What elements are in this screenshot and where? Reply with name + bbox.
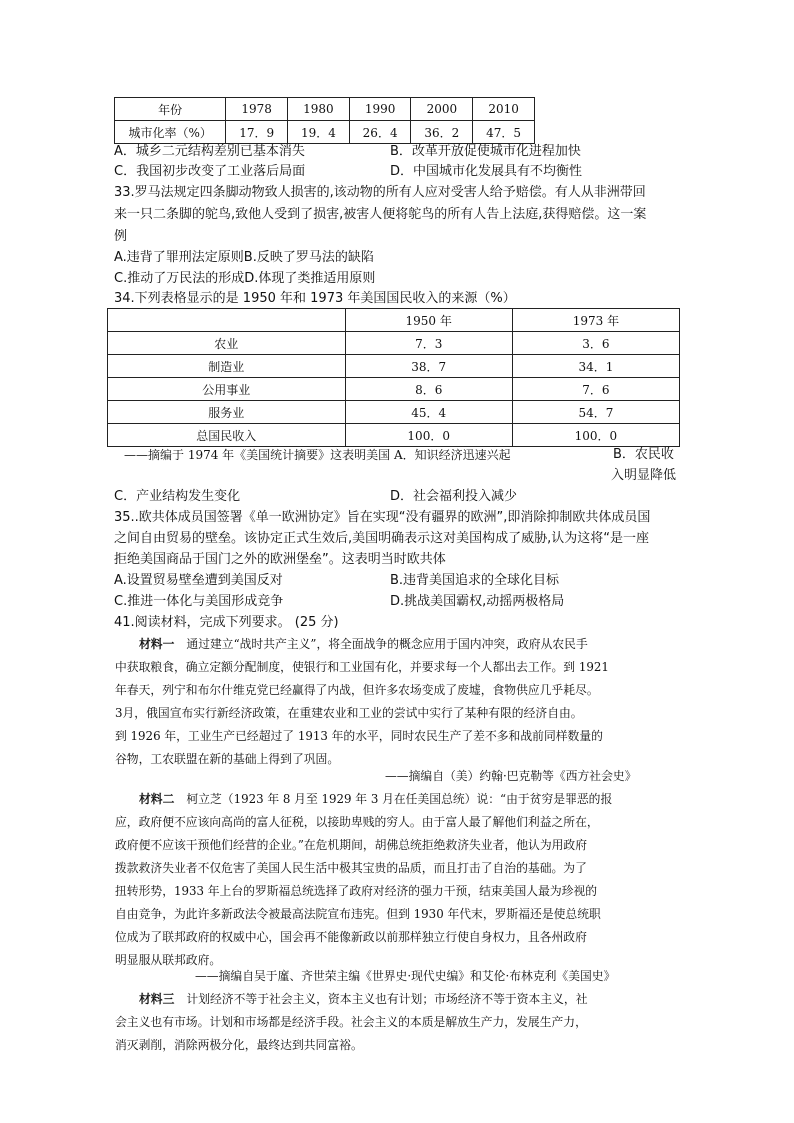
- table-cell: 8．6: [345, 378, 512, 401]
- material-line: 柯立芝（1923 年 8 月至 1929 年 3 月在任美国总统）说：“由于贫穷是罪恶的报: [186, 792, 613, 806]
- question-34-stem: 34.下列表格显示的是 1950 年和 1973 年美国国民收入的来源（%）: [114, 291, 516, 306]
- table-cell: 1978: [226, 98, 288, 121]
- table-row: [108, 401, 680, 424]
- urbanization-table: [114, 97, 535, 144]
- table-cell: 总国民收入: [108, 424, 346, 447]
- table-cell: [108, 309, 346, 332]
- question-35-stem: 35..欧共体成员国签署《单一欧洲协定》旨在实现“没有疆界的欧洲”,即消除抑制欧共体成员国: [114, 510, 651, 525]
- question-35-stem: 拒绝美国商品于国门之外的欧洲堡垒”。这表明当时欧共体: [114, 552, 446, 567]
- option-b: B.违背美国追求的全球化目标: [390, 573, 560, 588]
- table-cell: 38．7: [345, 355, 512, 378]
- table-row: [108, 309, 680, 332]
- material-label: 材料三: [139, 992, 175, 1006]
- material-line: 拨款救济失业者不仅危害了美国人民生活中极其宝贵的品质，而且打击了自治的基础。为了: [115, 861, 587, 875]
- material-line: 扭转形势，1933 年上台的罗斯福总统选择了政府对经济的强力干预，结束美国人最为珍视的: [115, 884, 598, 898]
- material-line: 会主义也有市场。计划和市场都是经济手段。社会主义的本质是解放生产力，发展生产力，: [115, 1015, 587, 1029]
- material-label: 材料二: [139, 792, 175, 806]
- table-row: [108, 355, 680, 378]
- table-cell: 1973 年: [512, 309, 679, 332]
- material-1-source: ——摘编自（美）约翰·巴克勒等《西方社会史》: [385, 769, 637, 783]
- material-line: 到 1926 年，工业生产已经超过了 1913 年的水平，同时农民生产了差不多和战前同样数量的: [115, 729, 603, 743]
- table-cell: 54．7: [512, 401, 679, 424]
- material-3: [115, 988, 695, 1057]
- option-c: C．我国初步改变了工业落后局面: [114, 164, 306, 179]
- table-cell: 2000: [411, 98, 473, 121]
- table-cell: 3．6: [512, 332, 679, 355]
- material-line: 消灭剥削，消除两极分化，最终达到共同富裕。: [115, 1038, 363, 1052]
- question-33-stem: 33.罗马法规定四条脚动物致人损害的,该动物的所有人应对受害人给予赔偿。有人从非洲带回: [114, 185, 646, 200]
- option-a: A.设置贸易壁垒遭到美国反对: [114, 573, 283, 588]
- material-line: 政府便不应该干预他们经营的企业。”在危机期间，胡佛总统拒绝救济失业者，他认为用政府: [115, 838, 588, 852]
- option-c: C．产业结构发生变化: [114, 489, 241, 504]
- table-cell: 19．4: [288, 121, 350, 144]
- table-cell: 7．6: [512, 378, 679, 401]
- material-line: 计划经济不等于社会主义，资本主义也有计划；市场经济不等于资本主义，社: [186, 992, 588, 1006]
- table-cell: 服务业: [108, 401, 346, 424]
- table-cell: 100．0: [512, 424, 679, 447]
- material-1: [115, 633, 695, 771]
- table-cell: 1990: [349, 98, 411, 121]
- table-cell: 7．3: [345, 332, 512, 355]
- material-line: 中获取粮食，确立定额分配制度，使银行和工业国有化，并要求每一个人都出去工作。到 1921: [115, 660, 609, 674]
- table-cell: 制造业: [108, 355, 346, 378]
- table-cell: 34．1: [512, 355, 679, 378]
- material-line: 3月，俄国宣布实行新经济政策，在重建农业和工业的尝试中实行了某种有限的经济自由。: [115, 706, 583, 720]
- material-line: 年春天，列宁和布尔什维克党已经赢得了内战，但许多农场变成了废墟，食物供应几乎耗尽。: [115, 683, 599, 697]
- table-row: [115, 121, 535, 144]
- table-cell: 45．4: [345, 401, 512, 424]
- table-row: [108, 332, 680, 355]
- table-cell: 100．0: [345, 424, 512, 447]
- table-cell: 26．4: [349, 121, 411, 144]
- table-row: [108, 378, 680, 401]
- option-b: B．改革开放促使城市化进程加快: [390, 144, 581, 159]
- option-b: B．农民收: [613, 447, 674, 462]
- option-a: A．城乡二元结构差别已基本消失: [114, 144, 305, 159]
- table-cell: 年份: [115, 98, 226, 121]
- income-source-table: [107, 308, 680, 447]
- option-b-continued: 入明显降低: [611, 468, 677, 483]
- question-34-source: ——摘编于 1974 年《美国统计摘要》这表明美国 A．知识经济迅速兴起: [124, 448, 511, 462]
- table-cell: 公用事业: [108, 378, 346, 401]
- option-d: D．中国城市化发展具有不均衡性: [390, 164, 583, 179]
- material-line: 通过建立“战时共产主义”，将全面战争的概念应用于国内冲突，政府从农民手: [186, 637, 588, 651]
- question-33-stem: 来一只二条脚的鸵鸟,致他人受到了损害,被害人便将鸵鸟的所有人告上法庭,获得赔偿。这一案: [114, 207, 647, 222]
- question-35-stem: 之间自由贸易的壁垒。该协定正式生效后,美国明确表示这对美国构成了威胁,认为这将“是一座: [114, 531, 650, 546]
- question-33-options: C.推动了万民法的形成D.体现了类推适用原则: [114, 271, 376, 286]
- table-cell: 1980: [288, 98, 350, 121]
- table-row: [115, 98, 535, 121]
- question-41-stem: 41.阅读材料，完成下列要求。 (25 分): [114, 615, 339, 630]
- option-c: C.推进一体化与美国形成竞争: [114, 594, 284, 609]
- material-line: 明显服从联邦政府。: [115, 953, 222, 967]
- table-row: [108, 424, 680, 447]
- table-cell: 农业: [108, 332, 346, 355]
- material-line: 谷物，工农联盟在新的基础上得到了巩固。: [115, 752, 340, 766]
- option-d: D．社会福利投入减少: [390, 489, 518, 504]
- material-line: 自由竞争，为此许多新政法令被最高法院宣布违宪。但到 1930 年代末，罗斯福还是使总统职: [115, 907, 601, 921]
- table-cell: 1950 年: [345, 309, 512, 332]
- material-2: [115, 788, 695, 972]
- question-33-stem: 例: [114, 229, 128, 244]
- material-line: 位成为了联邦政府的权威中心，国会再不能像新政以前那样独立行使自身权力，且各州政府: [115, 930, 587, 944]
- material-2-source: ——摘编自吴于廑、齐世荣主编《世界史·现代史编》和艾伦·布林克利《美国史》: [195, 969, 616, 983]
- question-33-options: A.违背了罪刑法定原则B.反映了罗马法的缺陷: [114, 250, 374, 265]
- material-line: 应，政府便不应该向高尚的富人征税，以接助卑贱的穷人。由于富人最了解他们利益之所在，: [115, 815, 599, 829]
- material-label: 材料一: [139, 637, 175, 651]
- table-cell: 2010: [473, 98, 535, 121]
- table-cell: 36．2: [411, 121, 473, 144]
- table-cell: 17．9: [226, 121, 288, 144]
- table-cell: 城市化率（%）: [115, 121, 226, 144]
- table-cell: 47．5: [473, 121, 535, 144]
- option-d: D.挑战美国霸权,动摇两极格局: [390, 594, 565, 609]
